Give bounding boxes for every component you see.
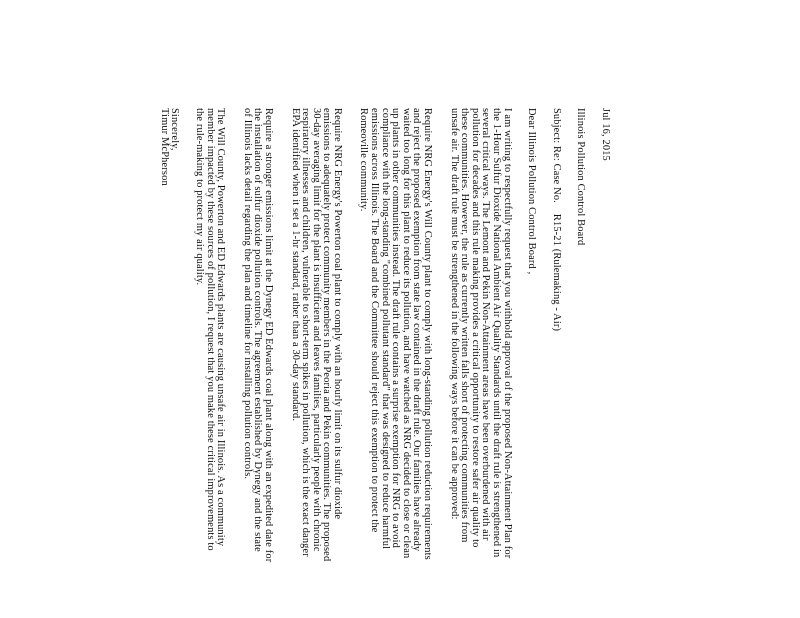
letter — [158, 108, 610, 608]
letter-recipient: Illinois Pollution Control Board — [575, 108, 587, 246]
letter-date: Jul 16, 2015 — [600, 108, 611, 161]
letter-signature: Timur McPherson — [158, 108, 170, 186]
letter-subject: Subject: Re: Case No. R15-21 (Rulemaking - Air) — [550, 108, 562, 332]
letter-paragraph: Require NRG Energy's Will County plant to comply with long-standing pollution reduction requirements and reject the proposed exemption from state law contained in the draft rule. Our families have already waited too long for this plant to reduce its pollution, and have watched as NRG decided to close or clean up plants in other communities instead. The draft rule contains a surprise exemption for NRG to avoid compliance with the long-standing "combined pollutant standard" that was designed to reduce harmful emissions across Illinois. The Board and the Committee should reject this exemption to protect the Romeoville community. — [358, 108, 434, 560]
letter-salutation: Dear Illinois Pollution Control Board , — [526, 108, 538, 275]
letter-paragraph: The Will County, Powerton and ED Edwards plants are causing unsafe air in Illinois. As a community member impacted by these sources of pollution, I request that you make these critical improvements to the rule-making to protect my air quality. — [193, 108, 227, 551]
letter-paragraph: Require a stronger emissions limit at the Dynegy ED Edwards coal plant along with an expedited date for the installation of sulfur dioxide pollution controls. The agreement established by Dynegy and the state of Illinois lacks detail regarding the plan and timeline for installing pollution controls. — [241, 108, 274, 563]
letter-paragraph: Require NRG Energy's Powerton coal plant to comply with an hourly limit on its sulfur dioxide emissions to adequately protect community members in the Peoria and Pekin communities. The proposed 30-day averaging limit for the plant is insufficient and leaves families, particularly people with chronic respiratory illnesses and children, vulnerable to short-term spikes in pollution, which is the exact danger EPA identified when it set a 1-hr standard, rather than a 30-day standard. — [289, 108, 343, 562]
letter-closing: Sincerely, — [169, 108, 181, 151]
letter-paragraph: I am writing to respectfully request that you withhold approval of the proposed Non-Attainment Plan for the 1-Hour Sulfur Dioxide National Ambient Air Quality Standards until the draft rule is strengthened in several critical ways. The Lemont and Pekin Non-Attainment areas have been overburdened with air pollution for decades and this rule making provides a critical opportunity to restore safer air quality to these communities. However, the rule as currently written falls short of protecting communities from unsafe air. The draft rule must be strengthened in the following ways before it can be approved: — [448, 108, 513, 559]
